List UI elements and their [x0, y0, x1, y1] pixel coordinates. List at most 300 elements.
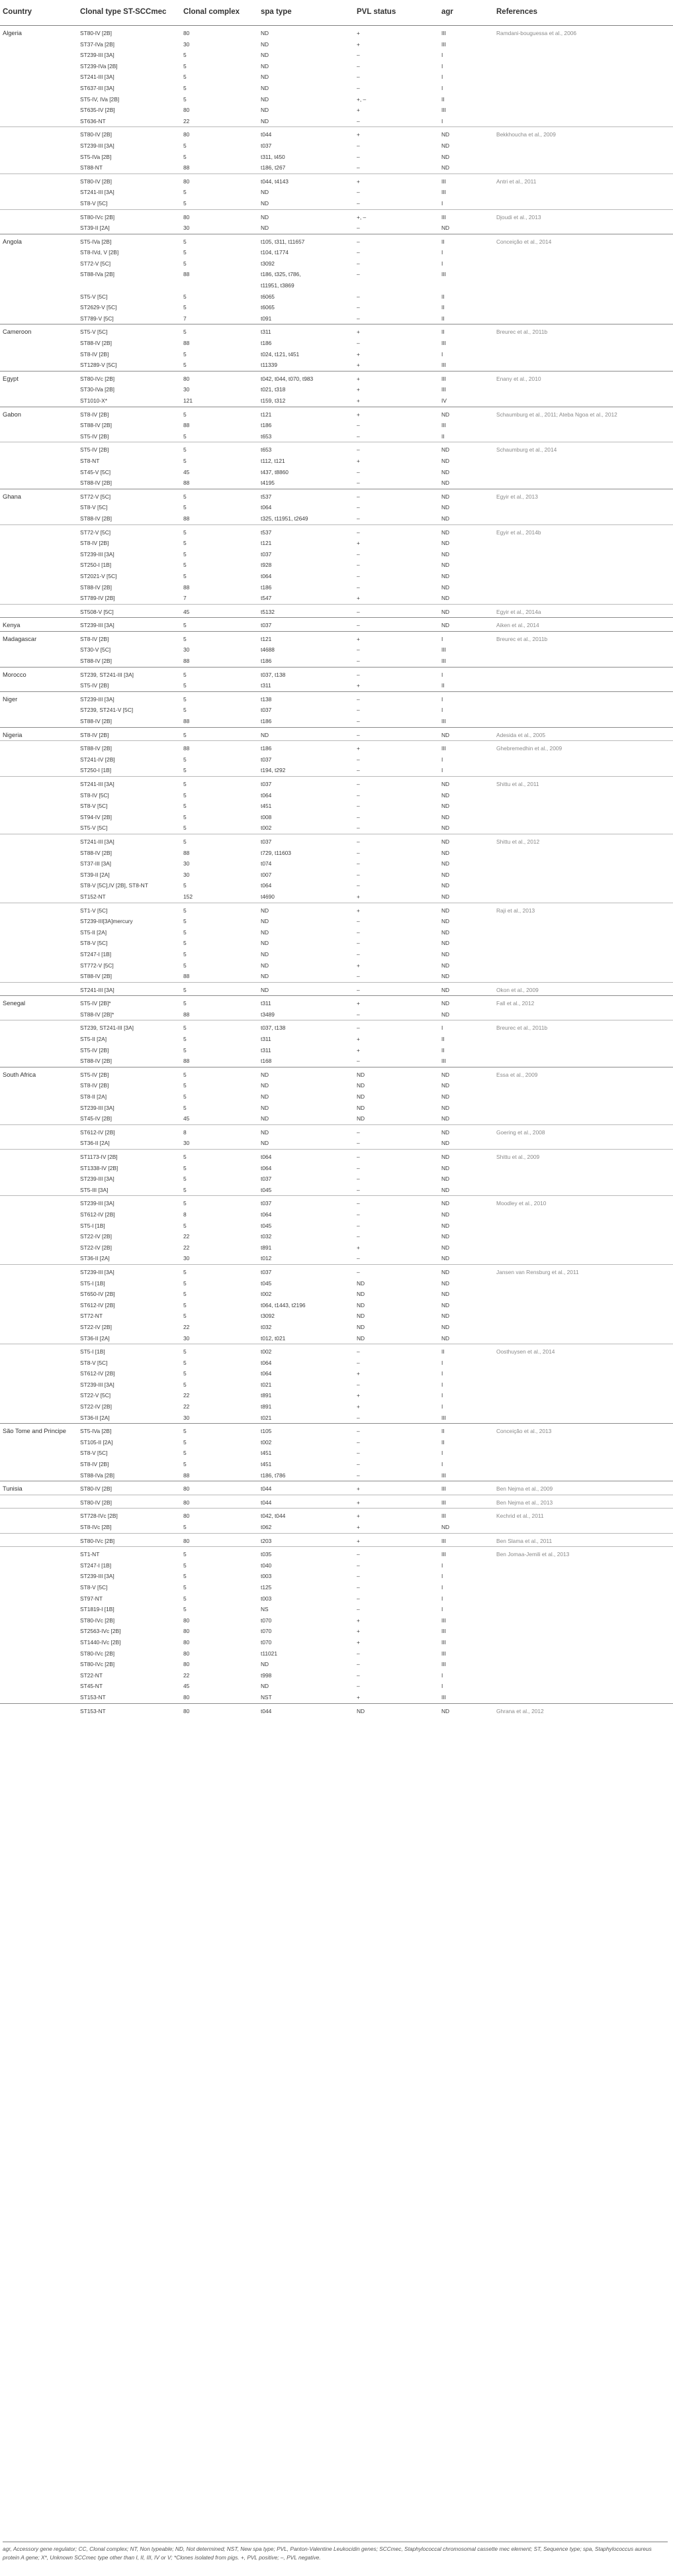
country-cell [0, 1253, 77, 1264]
agr-cell: ND [439, 996, 494, 1009]
pvl-status-cell: – [357, 164, 360, 172]
table-row [0, 1547, 673, 1560]
pvl-status-cell: – [357, 189, 360, 196]
agr-cell: I [441, 1561, 443, 1569]
header-clonal-complex: Clonal complex [181, 0, 258, 26]
spa-type-cell: t064 [261, 1211, 272, 1218]
clonal-type-cell: ST80-IVc [2B] [80, 1661, 115, 1668]
pvl-status-cell: – [357, 515, 360, 522]
clonal-complex-cell: 5 [183, 1186, 187, 1193]
clonal-type-cell: ST250-I [1B] [80, 562, 112, 569]
clonal-complex-cell: 5 [183, 1606, 187, 1613]
spa-type-cell: t168 [261, 1058, 272, 1065]
spa-type-cell: t121 [258, 631, 354, 644]
agr-cell: I [441, 1583, 443, 1591]
agr-cell: II [441, 1036, 445, 1043]
country-cell [0, 127, 77, 140]
pvl-status-cell: – [357, 882, 360, 889]
table-row [0, 349, 673, 360]
table-row [0, 1437, 673, 1448]
pvl-status-cell: ND [357, 1104, 365, 1111]
clonal-complex-cell: 80 [183, 1661, 190, 1668]
pvl-status-cell: – [357, 293, 360, 300]
country-cell [0, 187, 77, 198]
country-cell [0, 223, 77, 234]
spa-type-cell: ND [258, 982, 354, 996]
clonal-complex-cell: 5 [183, 562, 187, 569]
clonal-complex-cell: 5 [181, 982, 258, 996]
clonal-type-cell: ST1173-IV [2B] [77, 1150, 181, 1163]
table-row [0, 1571, 673, 1582]
agr-cell: ND [441, 1093, 450, 1101]
country-cell: Cameroon [0, 324, 77, 338]
clonal-complex-cell: 45 [183, 468, 190, 475]
pvl-status-cell: + [357, 1628, 360, 1635]
agr-cell: III [441, 1471, 446, 1479]
agr-cell: ND [439, 524, 494, 538]
table-row [0, 371, 673, 384]
agr-cell: III [441, 1058, 446, 1065]
pvl-status-cell: – [357, 767, 360, 774]
agr-cell: I [441, 84, 443, 91]
country-cell: Senegal [0, 996, 77, 1009]
clonal-type-cell: ST636-NT [80, 117, 106, 124]
reference-cell [494, 582, 673, 593]
reference-cell [494, 360, 673, 371]
agr-cell: ND [441, 479, 450, 487]
agr-cell: ND [441, 860, 450, 867]
agr-cell: ND [441, 849, 450, 856]
table-row [0, 269, 673, 291]
reference-cell [494, 349, 673, 360]
spa-type-cell: t537 [258, 489, 354, 502]
spa-type-cell: t891 [261, 1403, 272, 1411]
clonal-type-cell: ST612-IV [2B] [80, 1301, 115, 1309]
clonal-complex-cell: 5 [183, 1046, 187, 1054]
spa-type-cell: t891 [261, 1244, 272, 1251]
agr-cell: ND [441, 1233, 450, 1240]
agr-cell: ND [441, 893, 450, 900]
country-cell [0, 571, 77, 582]
pvl-status-cell: – [357, 583, 360, 591]
pvl-status-cell: – [357, 249, 360, 256]
agr-cell: III [441, 1414, 446, 1421]
clonal-type-cell: ST5-IV [2B]* [77, 996, 181, 1009]
clonal-type-cell: ST772-V [5C] [80, 962, 114, 969]
agr-cell: III [441, 1628, 446, 1635]
pvl-status-cell: – [357, 1573, 360, 1580]
reference-cell [494, 949, 673, 960]
pvl-status-cell: + [357, 1403, 360, 1411]
spa-type-cell: t186 [261, 422, 272, 429]
clonal-type-cell: ST80-IV [2B] [77, 1481, 181, 1495]
agr-cell: III [441, 107, 446, 114]
reference-cell [494, 560, 673, 571]
agr-cell: ND [441, 1082, 450, 1089]
clonal-type-cell: ST239-III [3A] [80, 1573, 114, 1580]
clonal-complex-cell: 80 [181, 1533, 258, 1547]
clonal-type-cell: ST8-V [5C] [80, 199, 108, 207]
reference-cell [494, 258, 673, 270]
clonal-complex-cell: 5 [181, 1067, 258, 1080]
table-row [0, 173, 673, 187]
agr-cell: ND [441, 504, 450, 511]
country-cell [0, 1020, 77, 1034]
reference-cell [494, 1368, 673, 1379]
reference-cell [494, 1626, 673, 1637]
agr-cell: ND [441, 813, 450, 820]
clonal-type-cell: ST1440-IVc [2B] [80, 1638, 121, 1646]
spa-type-cell: ND [261, 950, 269, 958]
pvl-status-cell: – [357, 791, 360, 799]
agr-cell: I [439, 667, 494, 680]
spa-type-cell: t311 [261, 682, 271, 689]
reference-cell [494, 269, 673, 291]
table-row [0, 741, 673, 754]
clonal-type-cell: ST8-V [5C] [80, 504, 108, 511]
clonal-type-cell: ST8-IV [2B] [80, 540, 109, 547]
clonal-type-cell: ST241-III [3A] [77, 777, 181, 790]
agr-cell: ND [441, 1140, 450, 1147]
table-row [0, 1401, 673, 1412]
pvl-status-cell: – [357, 1255, 360, 1262]
reference-cell [494, 1103, 673, 1114]
clonal-type-cell: ST5-IVa [2B] [77, 1424, 181, 1437]
table-row [0, 644, 673, 656]
clonal-type-cell: ST80-IVc [2B] [77, 209, 181, 223]
table-row [0, 513, 673, 524]
spa-type-cell: NST [261, 1693, 272, 1701]
reference-cell [494, 705, 673, 716]
table-row [0, 960, 673, 971]
spa-type-cell: ND [261, 52, 269, 59]
reference-cell [494, 313, 673, 324]
table-row [0, 94, 673, 105]
clonal-type-cell: ST241-III [3A] [80, 189, 114, 196]
clonal-type-cell: ST22-NT [80, 1671, 103, 1679]
country-cell [0, 360, 77, 371]
agr-cell: ND [441, 950, 450, 958]
reference-cell [494, 50, 673, 61]
clonal-type-cell: ST1-NT [77, 1547, 181, 1560]
clonal-type-cell: ST5-I [1B] [80, 1222, 105, 1229]
clonal-complex-cell: 5 [183, 767, 187, 774]
pvl-status-cell: – [357, 707, 360, 714]
country-cell: Egypt [0, 371, 77, 384]
clonal-complex-cell: 8 [183, 1211, 187, 1218]
country-cell [0, 1091, 77, 1103]
reference-cell [494, 477, 673, 489]
agr-cell: I [441, 1370, 443, 1377]
clonal-complex-cell: 80 [181, 1495, 258, 1509]
reference-cell: Ghebremedhin et al., 2009 [494, 741, 673, 754]
reference-cell [494, 1582, 673, 1593]
table-row [0, 395, 673, 407]
clonal-type-cell: ST5-IV [2B] [80, 432, 109, 440]
reference-cell [494, 1358, 673, 1369]
clonal-complex-cell: 5 [181, 1344, 258, 1358]
country-cell [0, 162, 77, 173]
table-row [0, 442, 673, 456]
pvl-status-cell: – [357, 1381, 360, 1388]
pvl-status-cell: – [354, 442, 439, 456]
spa-type-cell: t008 [261, 813, 272, 820]
reference-cell: Egyir et al., 2014a [494, 604, 673, 618]
clonal-type-cell: ST88-IV [2B] [80, 973, 112, 980]
country-cell [0, 1056, 77, 1067]
reference-cell [494, 549, 673, 560]
clonal-complex-cell: 5 [181, 903, 258, 916]
reference-cell [494, 384, 673, 395]
clonal-type-cell: ST789-IV [2B] [80, 595, 115, 602]
country-cell [0, 777, 77, 790]
table-row [0, 247, 673, 258]
country-cell: Algeria [3, 30, 22, 36]
table-row [0, 822, 673, 834]
clonal-complex-cell: 5 [181, 1020, 258, 1034]
pvl-status-cell: – [357, 479, 360, 487]
clonal-complex-cell: 80 [181, 371, 258, 384]
agr-cell: ND [439, 903, 494, 916]
clonal-type-cell: ST239-III [3A] [77, 618, 181, 632]
pvl-status-cell: + [357, 1244, 360, 1251]
clonal-complex-cell: 5 [183, 550, 187, 558]
clonal-type-cell: ST80-IVc [2B] [77, 1533, 181, 1547]
clonal-complex-cell: 5 [183, 1370, 187, 1377]
clonal-type-cell: ST5-IVa [2B] [77, 234, 181, 247]
spa-type-cell: t186 [261, 583, 272, 591]
clonal-type-cell: ST22-IV [2B] [80, 1403, 112, 1411]
clonal-complex-cell: 22 [183, 1323, 190, 1330]
pvl-status-cell: – [357, 1583, 360, 1591]
reference-cell [494, 187, 673, 198]
table-row [0, 691, 673, 705]
header-agr: agr [439, 0, 494, 26]
country-cell [0, 94, 77, 105]
clonal-complex-cell: 5 [183, 1438, 187, 1446]
clonal-type-cell: ST80-IVc [2B] [80, 1650, 115, 1657]
clonal-type-cell: ST8-NT [80, 457, 100, 464]
spa-type-cell: t037 [258, 1196, 354, 1209]
reference-cell: Raji et al., 2013 [494, 903, 673, 916]
clonal-type-cell: ST30-IVa [2B] [80, 386, 114, 393]
clonal-type-cell: ST247-I [1B] [80, 1561, 112, 1569]
spa-type-cell: ND [258, 1124, 354, 1138]
clonal-type-cell: ST5-IVa [2B] [80, 153, 112, 160]
clonal-complex-cell: 5 [181, 667, 258, 680]
table-row [0, 1412, 673, 1424]
country-cell: São Tome and Principe [0, 1424, 77, 1437]
country-cell [0, 198, 77, 209]
country-cell [0, 1103, 77, 1114]
country-cell [0, 1045, 77, 1056]
table-row [0, 1300, 673, 1311]
clonal-complex-cell: 5 [183, 1561, 187, 1569]
clonal-complex-cell: 5 [183, 682, 187, 689]
clonal-type-cell: ST241-III [3A] [77, 982, 181, 996]
reference-cell: Ghrana et al., 2012 [494, 1703, 673, 1716]
agr-cell: ND [441, 153, 450, 160]
table-row [0, 1289, 673, 1300]
agr-cell: II [441, 682, 445, 689]
country-cell [0, 61, 77, 72]
reference-cell [494, 691, 673, 705]
country-cell [0, 1333, 77, 1344]
table-row [0, 1333, 673, 1344]
table-row [0, 1604, 673, 1615]
pvl-status-cell: – [357, 1211, 360, 1218]
clonal-complex-cell: 5 [181, 834, 258, 847]
pvl-status-cell: – [354, 777, 439, 790]
clonal-type-cell: ST241-III [3A] [77, 834, 181, 847]
clonal-type-cell: ST5-IV, IVa [2B] [80, 95, 120, 103]
agr-cell: I [441, 1450, 443, 1457]
spa-type-cell: t311, t450 [261, 153, 285, 160]
country-cell [0, 1692, 77, 1703]
reference-cell [494, 198, 673, 209]
spa-type-cell: ND [261, 40, 269, 48]
clonal-type-cell: ST635-IV [2B] [80, 107, 115, 114]
table-row [0, 571, 673, 582]
table-row [0, 1626, 673, 1637]
clonal-complex-cell: 5 [183, 1524, 187, 1530]
agr-cell: I [441, 1606, 443, 1613]
agr-cell: II [439, 1344, 494, 1358]
reference-cell [494, 247, 673, 258]
reference-cell [494, 1333, 673, 1344]
clonal-complex-cell: 5 [183, 1279, 187, 1287]
agr-cell: I [441, 249, 443, 256]
pvl-status-cell: + [357, 682, 360, 689]
spa-type-cell: t6065 [261, 293, 275, 300]
clonal-type-cell: ST508-V [5C] [77, 604, 181, 618]
clonal-complex-cell: 22 [183, 117, 190, 124]
table-row [0, 1264, 673, 1277]
clonal-complex-cell: 30 [183, 1334, 190, 1342]
spa-type-cell: t044, t4143 [258, 173, 354, 187]
agr-cell: ND [439, 777, 494, 790]
clonal-type-cell: ST5-II [2A] [80, 928, 107, 936]
agr-cell: ND [441, 1104, 450, 1111]
reference-cell: Jansen van Rensburg et al., 2011 [494, 1264, 673, 1277]
agr-cell: I [441, 1573, 443, 1580]
country-cell: Morocco [0, 667, 77, 680]
clonal-complex-cell: 5 [183, 1164, 187, 1171]
table-row [0, 1067, 673, 1080]
agr-cell: II [441, 432, 445, 440]
header-pvl-status: PVL status [354, 0, 439, 26]
spa-type-cell: ND [261, 940, 269, 947]
spa-type-cell: t11021 [261, 1650, 277, 1657]
table-row [0, 604, 673, 618]
clonal-complex-cell: 5 [183, 1595, 187, 1602]
agr-cell: ND [439, 1196, 494, 1209]
spa-type-cell: ND [261, 107, 269, 114]
country-cell [0, 1080, 77, 1091]
clonal-complex-cell: 5 [183, 1461, 187, 1468]
pvl-status-cell: + [354, 407, 439, 420]
reference-cell [494, 1034, 673, 1045]
pvl-status-cell: – [357, 871, 360, 878]
reference-cell [494, 1571, 673, 1582]
table-row [0, 477, 673, 489]
pvl-status-cell: + [354, 1533, 439, 1547]
clonal-type-cell: ST239-III [3A] [77, 691, 181, 705]
clonal-complex-cell: 30 [183, 1255, 190, 1262]
table-row [0, 1103, 673, 1114]
clonal-type-cell: ST22-V [5C] [80, 1392, 111, 1399]
clonal-complex-cell: 5 [181, 1196, 258, 1209]
pvl-status-cell: – [357, 84, 360, 91]
country-cell [0, 1626, 77, 1637]
spa-type-cell: t037 [261, 707, 272, 714]
clonal-type-cell: ST8-IV [2B] [77, 631, 181, 644]
pvl-status-cell: + [354, 996, 439, 1009]
clonal-complex-cell: 7 [183, 595, 187, 602]
agr-cell: I [439, 691, 494, 705]
pvl-status-cell: – [357, 1661, 360, 1668]
reference-cell [494, 812, 673, 823]
agr-cell: III [441, 658, 446, 665]
clonal-complex-cell: 30 [183, 860, 190, 867]
clonal-complex-cell: 5 [183, 304, 187, 311]
clonal-complex-cell: 5 [181, 324, 258, 338]
pvl-status-cell: ND [357, 1323, 365, 1330]
country-cell [0, 302, 77, 313]
agr-cell: ND [439, 727, 494, 741]
spa-type-cell: t186, t267 [261, 164, 286, 172]
pvl-status-cell: – [357, 1414, 360, 1421]
table-row [0, 360, 673, 371]
reference-cell [494, 1412, 673, 1424]
country-cell [0, 560, 77, 571]
reference-cell [494, 716, 673, 727]
country-cell: Madagascar [0, 631, 77, 644]
spa-type-cell: t012, t021 [261, 1334, 286, 1342]
agr-cell: ND [441, 1244, 450, 1251]
spa-type-cell: t653 [258, 442, 354, 456]
agr-cell: ND [441, 824, 450, 832]
clonal-type-cell: ST5-III [3A] [80, 1186, 109, 1193]
agr-cell: I [441, 52, 443, 59]
clonal-type-cell: ST8-IVd, V [2B] [80, 249, 119, 256]
clonal-type-cell: ST39-II [2A] [80, 224, 110, 232]
spa-type-cell: t125 [261, 1583, 272, 1591]
clonal-type-cell: ST1289-V [5C] [80, 362, 117, 369]
reference-cell [494, 302, 673, 313]
reference-cell [494, 1401, 673, 1412]
pvl-status-cell: + [357, 40, 360, 48]
agr-cell: II [441, 315, 445, 322]
table-row [0, 880, 673, 891]
clonal-complex-cell: 5 [183, 756, 187, 763]
table-row [0, 971, 673, 982]
agr-cell: II [441, 293, 445, 300]
clonal-complex-cell: 88 [183, 973, 190, 980]
reference-cell [494, 1278, 673, 1289]
clonal-type-cell: ST239-III [3A] [77, 1264, 181, 1277]
clonal-complex-cell: 5 [183, 1313, 187, 1320]
spa-type-cell: ND [261, 95, 269, 103]
clonal-type-cell: ST2021-V [5C] [80, 572, 117, 579]
reference-cell: Shittu et al., 2012 [494, 834, 673, 847]
agr-cell: ND [439, 982, 494, 996]
country-cell [0, 1547, 77, 1560]
country-cell [0, 1185, 77, 1196]
reference-cell [494, 431, 673, 442]
table-row [0, 1692, 673, 1703]
agr-cell: III [441, 362, 446, 369]
